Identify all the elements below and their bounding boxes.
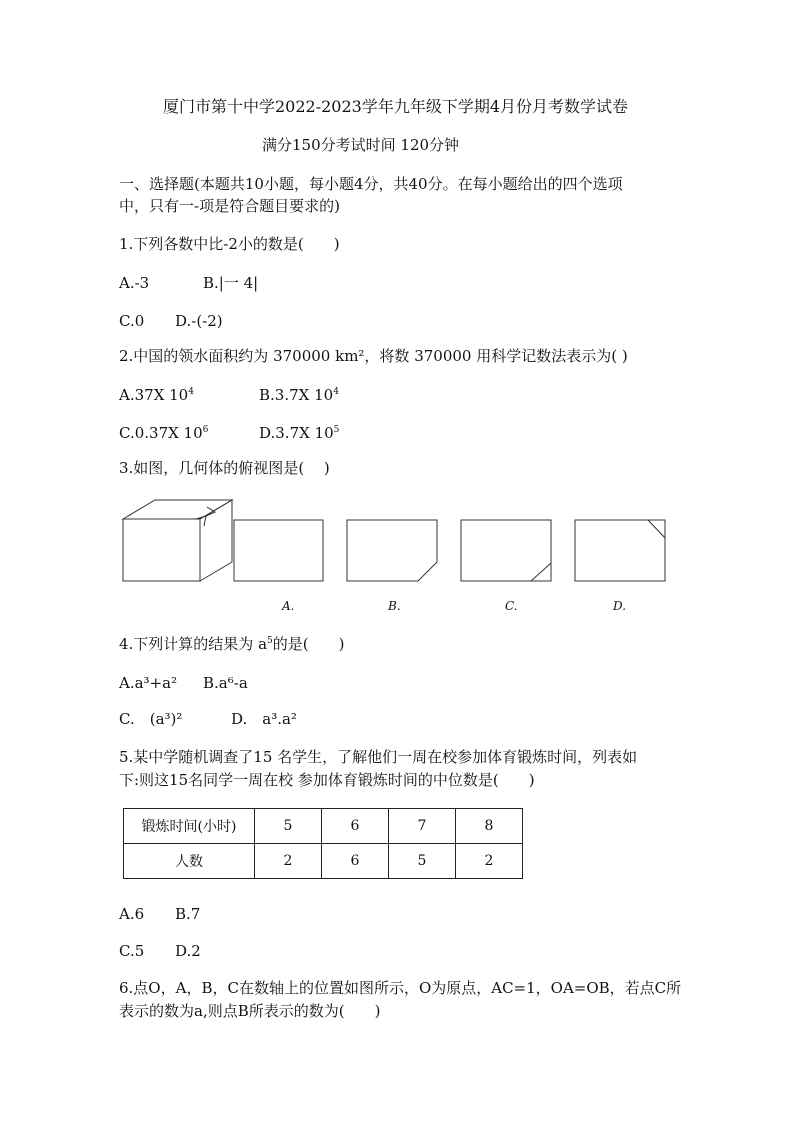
q1-option-c: C.0 — [119, 312, 145, 330]
section-heading-line2: 中，只有一-项是符合题目要求的) — [119, 197, 340, 215]
q5-option-c: C.5 — [119, 942, 145, 960]
q5-option-a: A.6 — [119, 905, 145, 923]
exam-subtitle: 满分150分考试时间 120分钟 — [262, 136, 460, 154]
q5-stem-line1: 5.某中学随机调查了15 名学生，了解他们一周在校参加体育锻炼时间，列表如 — [119, 748, 638, 766]
q3-label-c: C. — [505, 599, 518, 613]
q2-option-c: C.0.37X $10^6$ — [119, 424, 209, 442]
q4-stem: 4.下列计算的结果为 $a^5$的是( ) — [119, 635, 345, 653]
view-b — [347, 520, 437, 581]
q5-data-table — [123, 808, 523, 879]
table-row — [124, 809, 523, 844]
table-cell: 7 — [389, 809, 456, 844]
table-cell: 2 — [456, 844, 523, 879]
table-cell: 2 — [255, 844, 322, 879]
table-cell: 6 — [322, 844, 389, 879]
q3-stem: 3.如图，几何体的俯视图是( ) — [119, 459, 330, 477]
q5-stem-line2: 下:则这15名同学一周在校 参加体育锻炼时间的中位数是( ) — [119, 771, 535, 789]
table-cell-header: 锻炼时间(小时) — [124, 809, 255, 844]
q4-option-c: C. (a³)² — [119, 710, 183, 728]
q2-option-b: B.3.7X $10^4$ — [259, 386, 339, 404]
q5-option-b: B.7 — [175, 905, 201, 923]
table-row — [124, 844, 523, 879]
q4-option-a: A.a³+a² — [119, 674, 178, 692]
q5-option-d: D.2 — [175, 942, 201, 960]
q1-stem: 1.下列各数中比-2小的数是( ) — [119, 235, 340, 253]
exam-title: 厦门市第十中学2022-2023学年九年级下学期4月份月考数学试卷 — [163, 97, 629, 116]
q6-stem-line1: 6.点O，A，B，C在数轴上的位置如图所示，O为原点，AC=1，OA=OB，若点C所 — [119, 979, 682, 997]
section-heading-line1: 一、选择题(本题共10小题，每小题4分，共40分。在每小题给出的四个选项 — [119, 175, 623, 193]
q3-label-b: B. — [388, 599, 401, 613]
view-c — [461, 520, 551, 581]
q2-option-d: D.3.7X $10^5$ — [259, 424, 340, 442]
q1-option-b: B.|一 4| — [203, 274, 259, 292]
table-cell: 5 — [255, 809, 322, 844]
q4-option-d: D. a³.a² — [231, 710, 297, 728]
table-cell: 6 — [322, 809, 389, 844]
solid-figure — [123, 500, 232, 581]
view-a — [234, 520, 323, 581]
q2-option-a: A.37X $10^4$ — [119, 386, 194, 404]
q2-stem: 2.中国的领水面积约为 370000 km²，将数 370000 用科学记数法表示为( ) — [119, 347, 628, 365]
q6-stem-line2: 表示的数为a,则点B所表示的数为( ) — [119, 1002, 381, 1020]
q1-option-a: A.-3 — [119, 274, 150, 292]
q4-option-b: B.a⁶-a — [203, 674, 248, 692]
table-cell: 5 — [389, 844, 456, 879]
table-cell: 8 — [456, 809, 523, 844]
q3-label-d: D. — [613, 599, 627, 613]
q3-figure — [118, 496, 678, 586]
q3-label-a: A. — [282, 599, 295, 613]
table-cell-header: 人数 — [124, 844, 255, 879]
q1-option-d: D.-(-2) — [175, 312, 223, 330]
view-d — [575, 520, 665, 581]
